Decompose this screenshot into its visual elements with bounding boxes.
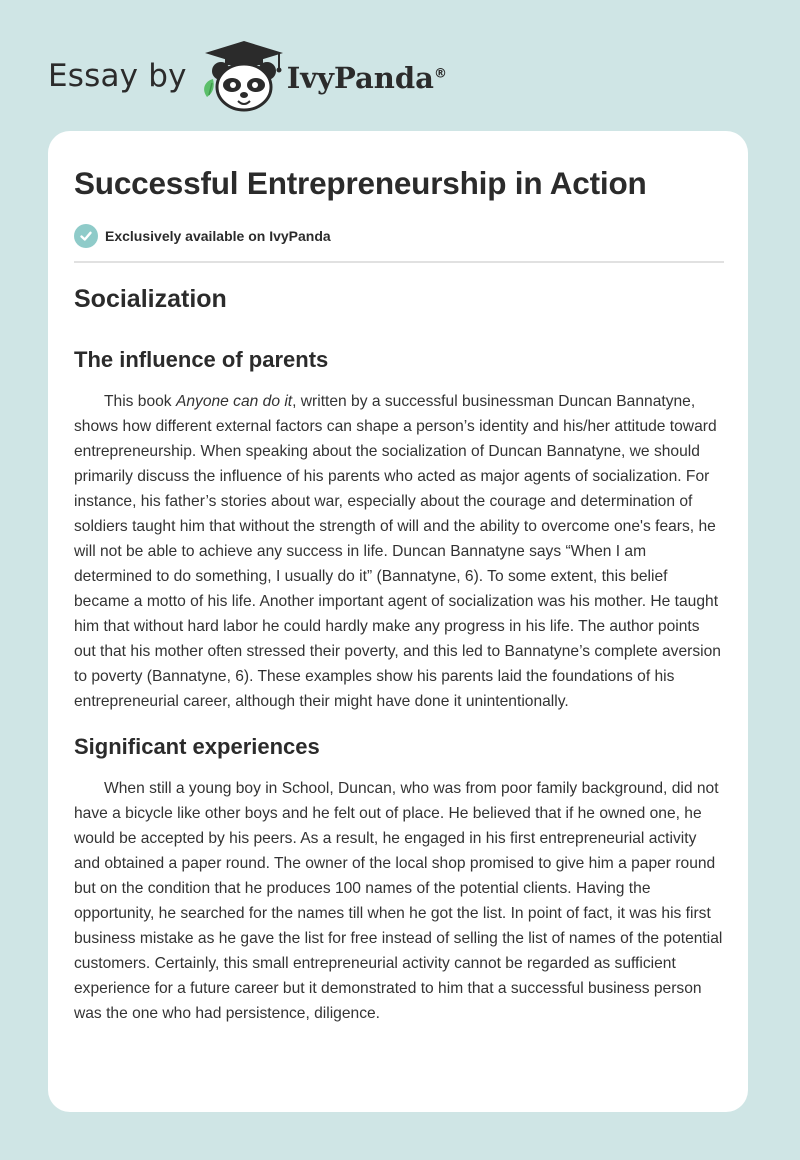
brand-name[interactable]: IvyPanda® xyxy=(286,61,447,95)
registered-mark: ® xyxy=(433,66,447,82)
paragraph-experiences: When still a young boy in School, Duncan, who was from poor family background, did not have a bicycle like other boys and he felt out of place. He believed that if he owned one, he would be accepted by his peers. As a result, he engaged in his first entrepreneurial activity and obtained a paper round. The owner of the local shop promised to give him a paper round but on the condition that he produces 100 names of the potential clients. Having the opportunity, he searched for the names till when he got the list. In point of fact, it was his first business mistake as he gave the list for free instead of selling the list of names of the potential customers. Certainly, this small entrepreneurial activity cannot be regarded as sufficient experience for a future career but it demonstrated to him that a successful business person was the one who had persistence, diligence. xyxy=(74,780,723,1022)
subsection-heading-parents: The influence of parents xyxy=(74,347,329,372)
essay-title: Successful Entrepreneurship in Action xyxy=(74,165,647,201)
essay-card xyxy=(48,131,748,1112)
section-heading: Socialization xyxy=(74,285,227,313)
title-divider xyxy=(74,261,724,263)
paragraph-parents: This book Anyone can do it, written by a successful businessman Duncan Bannatyne, shows how different external factors can shape a person’s identity and his/her attitude toward entrepreneurship. When speaking about the socialization of Duncan Bannatyne, we should primarily discuss the influence of his parents who acted as major agents of socialization. For instance, his father’s stories about war, especially about the courage and determination of soldiers taught him that without the strength of will and the ability to overcome one's fears, he will not be able to achieve any success in life. Duncan Bannatyne says “When I am determined to do something, I usually do it” (Bannatyne, 6). To some extent, this belief became a motto of his life. Another important agent of socialization was his mother. He taught him that without hard labor he could hardly make any progress in his life. The author points out that his mother often stressed their poverty, and this led to Bannatyne’s complete aversion to poverty (Bannatyne, 6). These examples show his parents laid the foundations of his entrepreneurial career, although their might have done it unintentionally. xyxy=(74,393,721,710)
check-circle-icon xyxy=(74,224,98,248)
subsection-heading-experiences: Significant experiences xyxy=(74,734,320,759)
essay-content xyxy=(74,165,724,1026)
availability-badge xyxy=(74,224,724,248)
badge-label: Exclusively available on IvyPanda xyxy=(105,228,331,244)
book-title: Anyone can do it xyxy=(175,393,293,410)
panda-graduate-icon[interactable] xyxy=(199,39,289,113)
essay-by-label: Essay by xyxy=(48,58,187,94)
site-header xyxy=(48,36,447,116)
